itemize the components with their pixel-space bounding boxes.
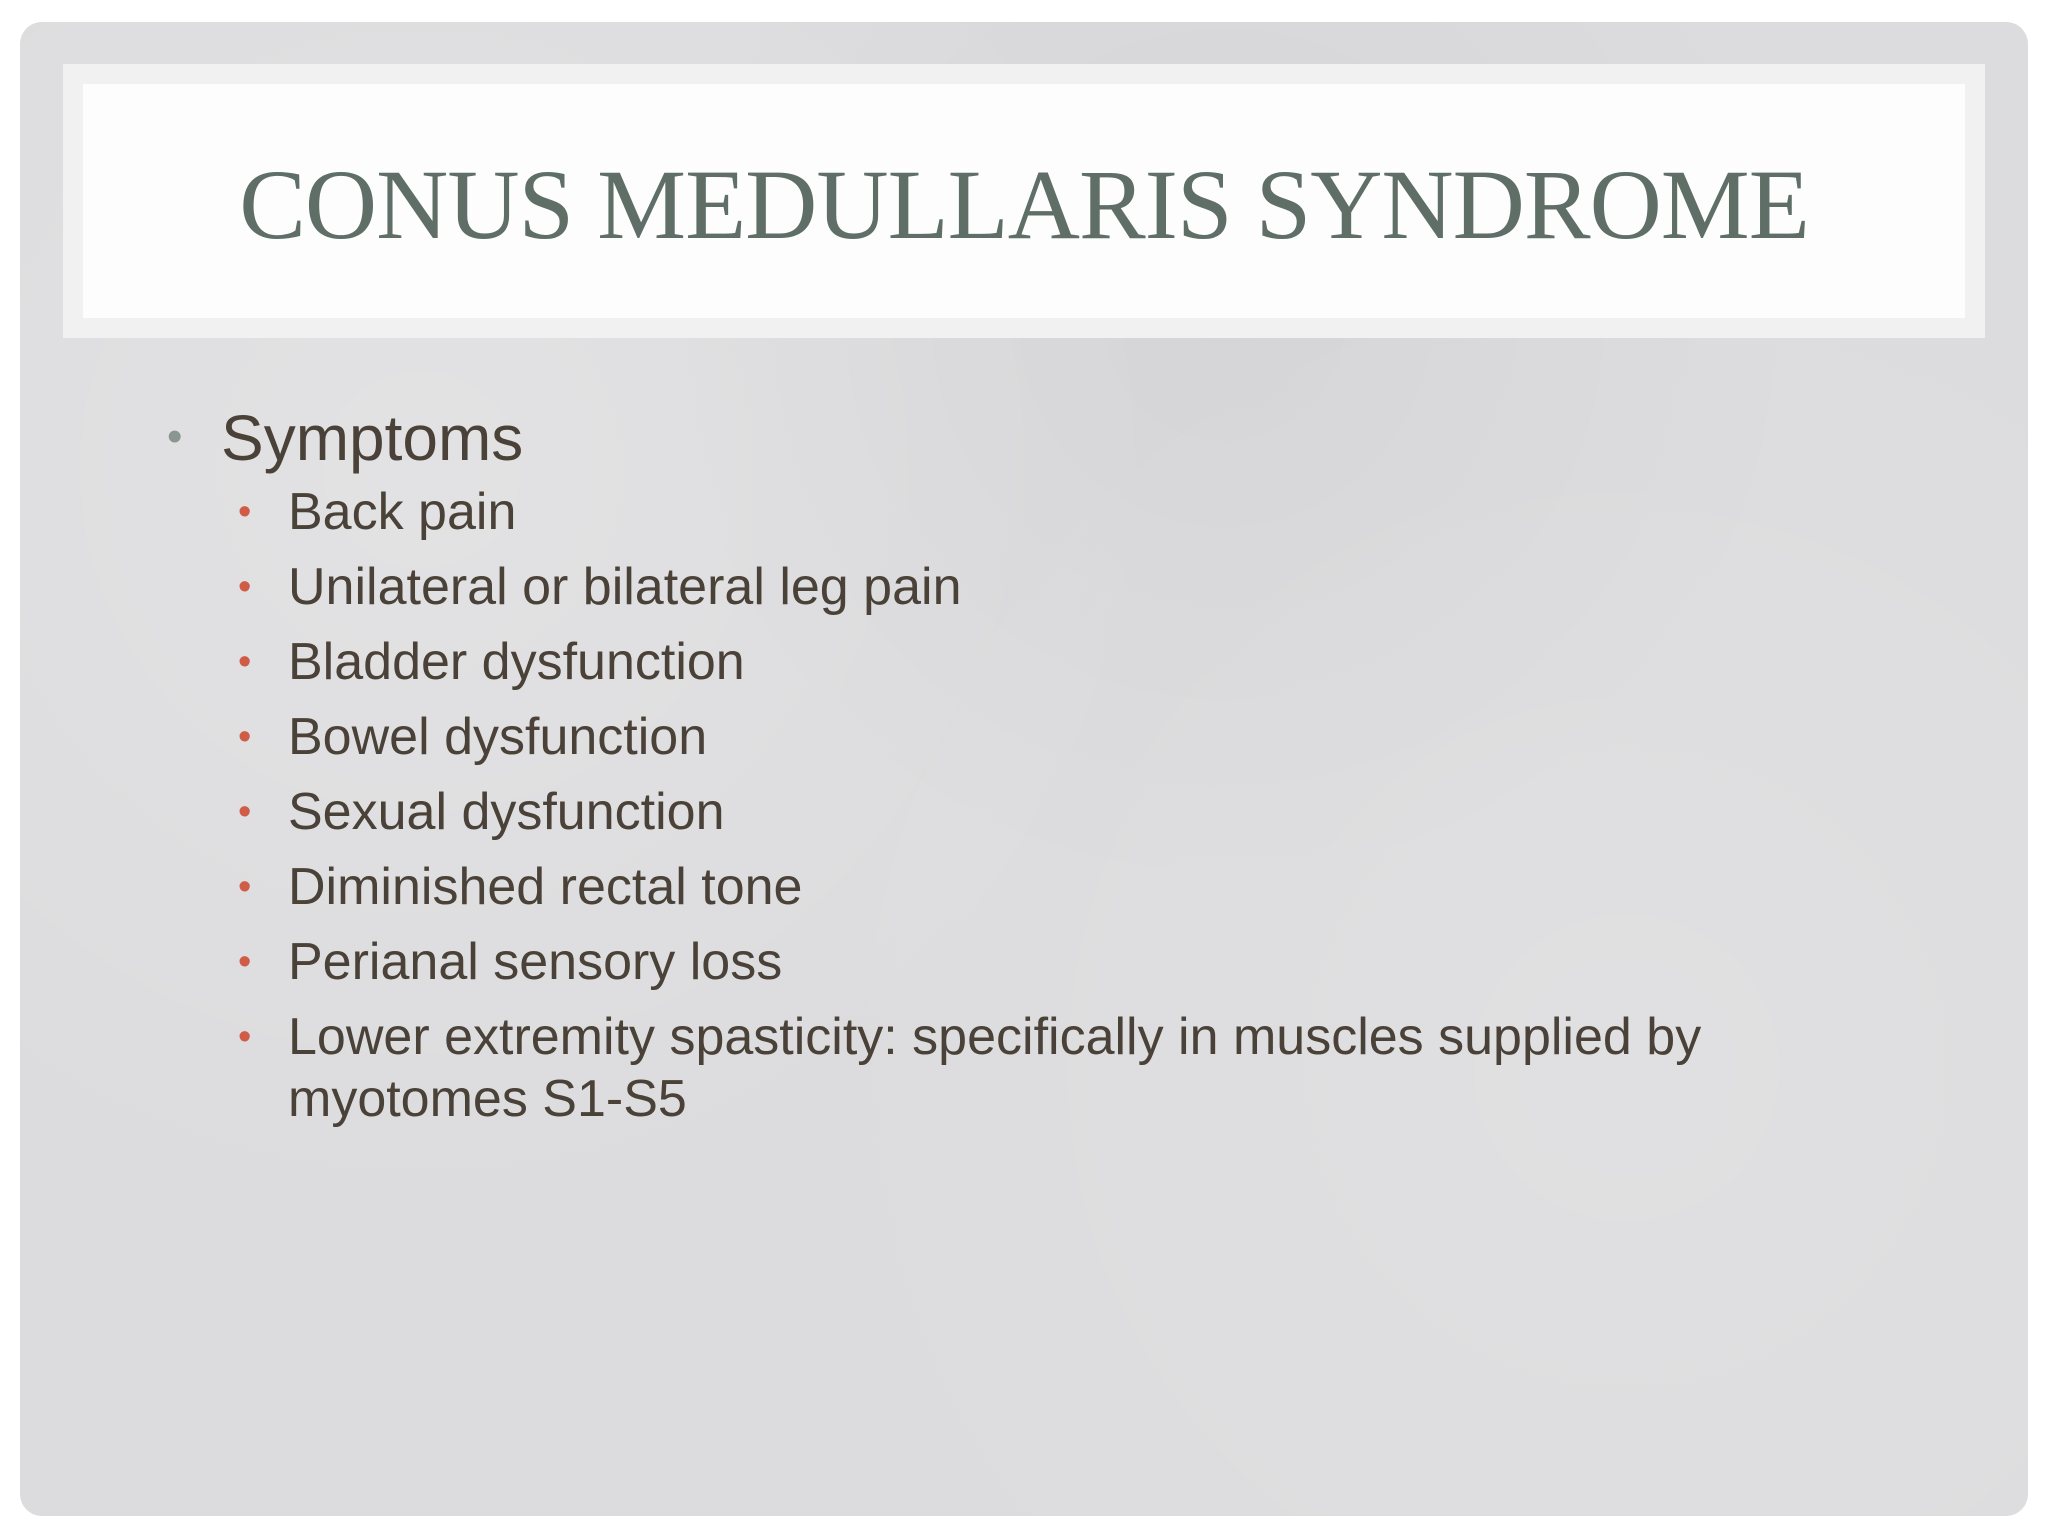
bullet-heading [148,400,1928,477]
list-item-text: Bowel dysfunction [288,707,708,766]
list-item [238,1006,1928,1130]
bullet-dot-icon: • [238,640,252,683]
list-item [238,781,1928,843]
symptom-list [148,481,1928,1130]
list-item [238,481,1928,543]
bullet-dot-icon: • [238,940,252,983]
bullet-dot-icon: • [167,412,183,461]
list-item-text: Back pain [288,482,517,541]
bullet-dot-icon: • [238,715,252,758]
list-item [238,631,1928,693]
bullet-dot-icon: • [238,865,252,908]
bullet-dot-icon: • [238,790,252,833]
bullet-dot-icon: • [238,565,252,608]
title-box [83,84,1965,318]
list-item-text: Sexual dysfunction [288,782,725,841]
slide-title: CONUS MEDULLARIS SYNDROME [239,148,1809,260]
slide-content [148,400,1928,1143]
list-item [238,856,1928,918]
list-item-text: Unilateral or bilateral leg pain [288,557,962,616]
slide [20,22,2028,1516]
bullet-dot-icon: • [238,1015,252,1058]
list-item [238,556,1928,618]
heading-text: Symptoms [221,402,524,474]
list-item-text: Perianal sensory loss [288,932,783,991]
list-item-text: Bladder dysfunction [288,632,745,691]
title-frame [63,64,1985,338]
list-item [238,706,1928,768]
list-item-text: Lower extremity spasticity: specifically in muscles supplied by myotomes S1-S5 [288,1007,1702,1128]
list-item-text: Diminished rectal tone [288,857,803,916]
list-item [238,931,1928,993]
bullet-dot-icon: • [238,490,252,533]
